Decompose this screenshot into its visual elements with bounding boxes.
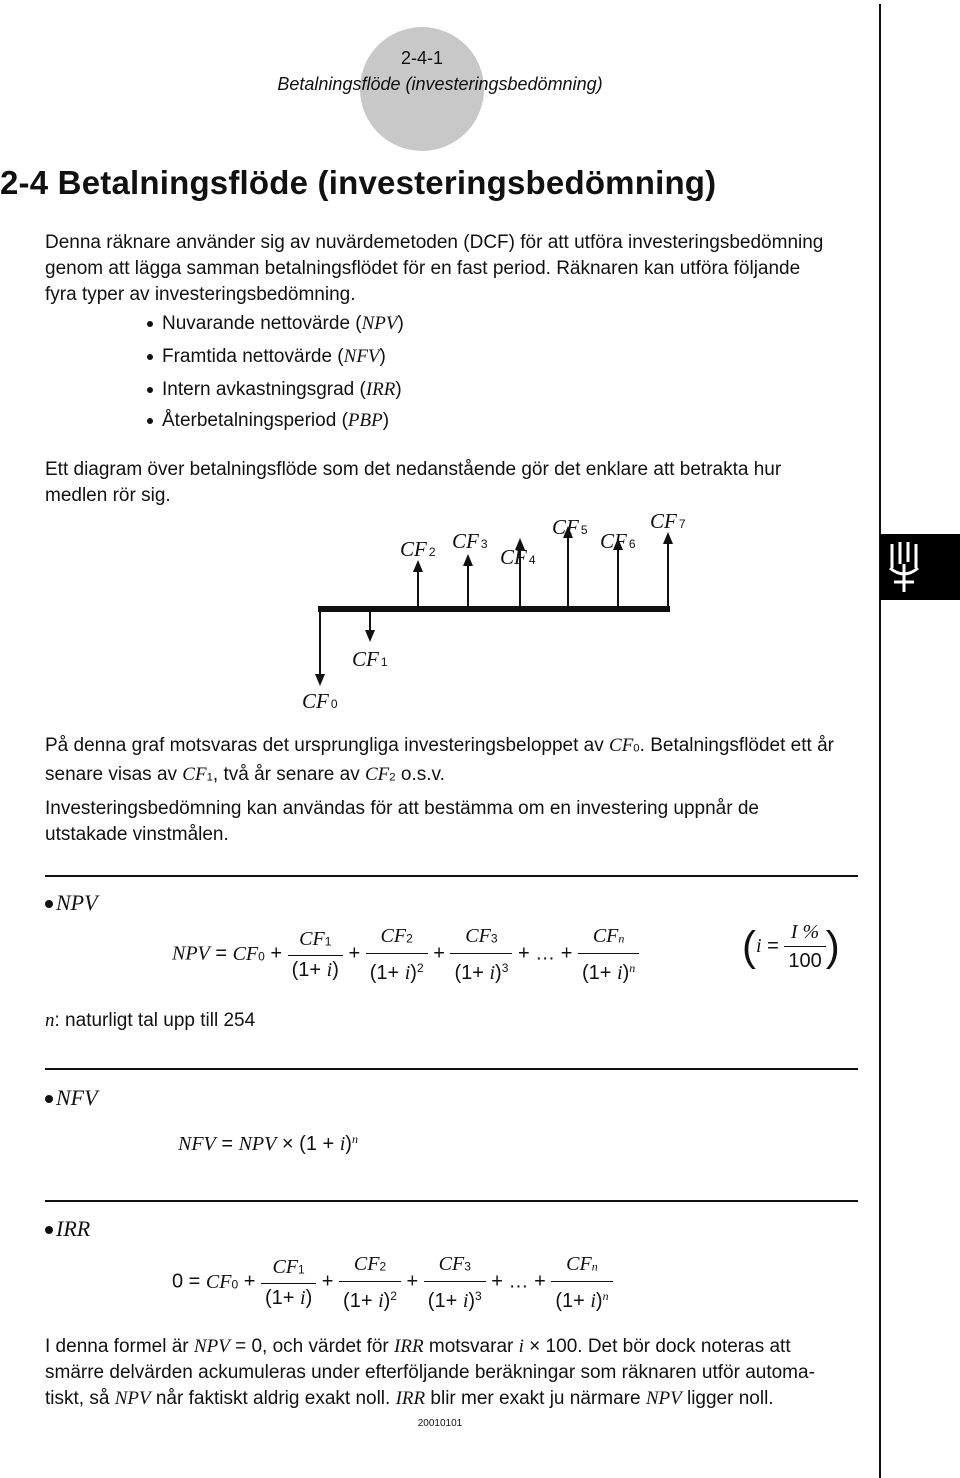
cf5-label: CF 5 <box>552 515 588 539</box>
bullet-dot <box>147 387 153 393</box>
cf1-arrow-head <box>365 630 375 642</box>
cf7-label: CF 7 <box>650 509 686 533</box>
section-number: 2-4-1 <box>400 48 444 68</box>
cf6-label: CF 6 <box>600 529 636 553</box>
cf7-arrow-head <box>663 532 673 544</box>
section-divider <box>45 875 858 877</box>
cf2-ref: CF2 <box>365 763 396 785</box>
finance-tab-icon <box>880 534 960 600</box>
npv-formula: NPV = CF0 + $\frac{CF1}{(1+ i)}$ + $\frac{CF2}{(1+ i)^2}$ + $\frac{CF3}{(1+ i)^3}$ + … + $\frac{\text{CFn}}{(1+ i)^n}$ <box>172 922 639 987</box>
bullet-dot <box>147 418 153 424</box>
footer-code: 20010101 <box>417 1418 463 1429</box>
intro-paragraph <box>45 230 823 308</box>
bullet-nfv: Framtida nettovärde (NFV) <box>147 346 386 368</box>
rate-definition: (i = $\frac{I \%}{100}$ ) <box>742 918 840 975</box>
cf3-label: CF 3 <box>452 529 488 553</box>
cf1-label: CF 1 <box>352 647 388 671</box>
cf2-label: CF 2 <box>400 537 436 561</box>
intro-line: fyra typer av investeringsbedömning. <box>45 284 356 305</box>
cf4-label: CF 4 <box>500 545 536 569</box>
section-divider <box>45 1200 858 1202</box>
npv-heading: NPV <box>45 890 98 916</box>
section-divider <box>45 1068 858 1070</box>
npv-note: n: naturligt tal upp till 254 <box>45 1010 256 1031</box>
intro-line: genom att lägga samman betalningsflödet för en fast period. Räknaren kan utföra följande <box>45 258 801 279</box>
cf0-ref: CF0 <box>609 735 640 756</box>
nfv-heading: NFV <box>45 1085 98 1111</box>
chapter-tab <box>880 534 960 600</box>
bullet-dot <box>147 321 153 327</box>
page-title: 2-4 Betalningsflöde (investeringsbedömning) <box>0 164 717 201</box>
irr-formula: 0 = CF0 + $\frac{CF1}{(1+ i)}$ + $\frac{CF2}{(1+ i)^2}$ + $\frac{CF3}{(1+ i)^3}$ + … + $\frac{\text{CFn}}{(1+ i)^n}$ <box>172 1250 613 1315</box>
bullet-npv: Nuvarande nettovärde (NPV) <box>147 313 404 335</box>
closing-paragraph: I denna formel är NPV = 0, och värdet för IRR motsvarar i × 100. Det bör dock noteras att smärre delvärden ackumuleras under efterföljande beräkningar som räknaren utför automa- tiskt, så NPV når faktiskt aldrig exakt noll. IRR blir mer exakt ju närmare NPV ligger noll. <box>45 1336 815 1409</box>
intro-line: Denna räknare använder sig av nuvärdemetoden (DCF) för att utföra investeringsbedömning <box>45 232 824 253</box>
cashflow-diagram <box>0 500 880 720</box>
bullet-irr: Intern avkastningsgrad (IRR) <box>147 379 402 401</box>
cf0-arrow-head <box>315 674 325 686</box>
bullet-pbp: Återbetalningsperiod (PBP) <box>147 410 389 432</box>
irr-heading: IRR <box>45 1216 90 1242</box>
nfv-formula: NFV = NPV × $(1 + i)^n$ <box>178 1132 358 1156</box>
diagram-explanation: På denna graf motsvaras det ursprungliga investeringsbeloppet av CF0. Betalningsflödet ett år senare visas av CF1, två år senare av CF2 o.s.v. Investeringsbedömning kan användas för att bestämma om en investering uppnår de utstakade vinstmålen. <box>45 735 834 846</box>
cf1-ref: CF1 <box>182 763 213 785</box>
cf0-label: CF 0 <box>302 689 338 713</box>
time-axis <box>318 606 670 612</box>
margin-rule <box>879 4 881 1478</box>
diagram-intro: Ett diagram över betalningsflöde som det nedanstående gör det enklare att betrakta hur medlen rör sig. <box>45 459 782 506</box>
bullet-dot <box>147 354 153 360</box>
header-subtitle: Betalningsflöde (investeringsbedömning) <box>277 74 603 94</box>
cf2-arrow-head <box>413 560 423 572</box>
cf3-arrow-head <box>463 554 473 566</box>
